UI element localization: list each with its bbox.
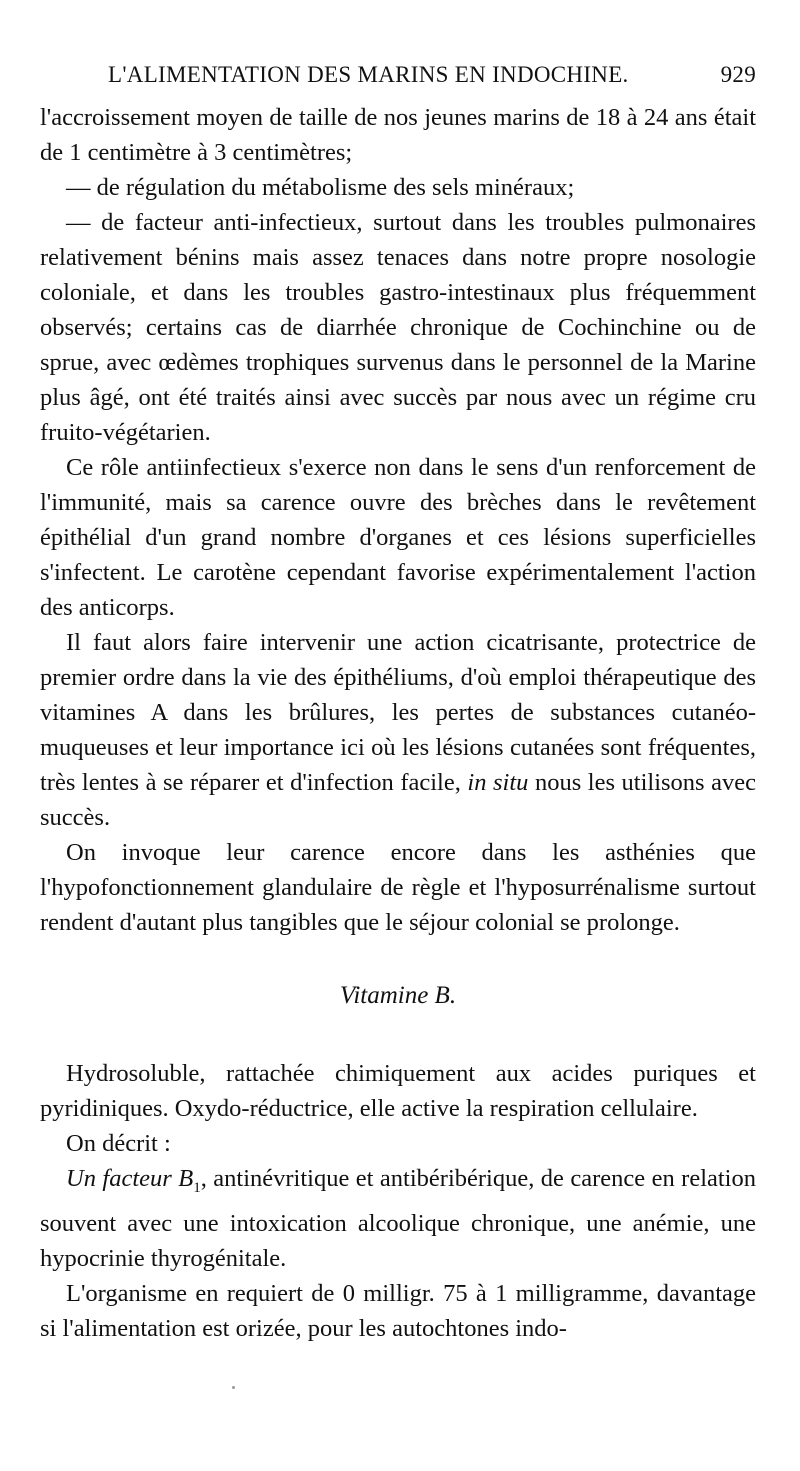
paragraph-10: L'organisme en requiert de 0 milligr. 75 à 1 milligramme, davantage si l'alimentation est orizée, pour les autochtones indo- [40,1279,756,1342]
paragraph-5 [40,625,756,835]
paragraph-4: Ce rôle antiinfectieux s'exerce non dans le sens d'un renforcement de l'immunité, mais sa carence ouvre des brèches dans le revêtement épithélial d'un grand nombre d'organes et ces lésions superficielles s'infectent. Le carotène cependant favorise expérimentalement l'action des anticorps. [40,454,756,621]
paragraph-7: Hydrosoluble, rattachée chimiquement aux acides puriques et pyridiniques. Oxydo-réductrice, elle active la respiration cellulaire. [40,1060,756,1122]
paragraph-3: — de facteur anti-infectieux, surtout dans les troubles pulmonaires relativement bénins mais assez tenaces dans notre propre nosologie coloniale, et dans les troubles gastro-intestinaux plus fréquemment observés; certains cas de diarrhée chronique de Cochinchine ou de sprue, avec œdèmes trophiques survenus dans le personnel de la Marine plus âgé, ont été traités ainsi avec succès par nous avec un régime cru fruito-végétarien. [40,209,756,446]
paragraph-9-subscript: 1 [193,1179,201,1196]
print-speck [232,1386,235,1389]
paragraph-9-italic: Un facteur B [66,1165,194,1192]
paragraph-1: l'accroissement moyen de taille de nos jeunes marins de 18 à 24 ans était de 1 centimètre à 3 centimètres; [40,104,756,166]
running-title: L'ALIMENTATION DES MARINS EN INDOCHINE. [108,62,629,87]
paragraph-6: On invoque leur carence encore dans les asthénies que l'hypofonctionnement glandulaire de règle et l'hyposurrénalisme surtout rendent d'autant plus tangibles que le séjour colonial se prolonge. [40,839,756,936]
paragraph-9 [40,1161,756,1276]
paragraph-5-text-a: Il faut alors faire intervenir une action cicatrisante, protectrice de premier ordre dans la vie des épithéliums, d'où emploi thérapeutique des vitamines A dans les brûlures, les pertes de substances cutanéo-muqueuses et leur importance ici où les lésions cutanées sont fréquentes, très lentes à se réparer et d'infection facile, [40,629,756,796]
paragraph-8: On décrit : [66,1130,171,1157]
paragraph-5-italic: in situ [467,769,529,796]
running-head [40,62,756,88]
section-title: Vitamine B. [339,982,457,1009]
paragraph-5-text-b: nous les utilisons avec succès. [40,769,757,831]
page [40,62,756,1346]
paragraph-2: — de régulation du métabolisme des sels minéraux; [66,174,575,201]
page-number: 929 [720,62,756,87]
paragraph-9-text: , antinévritique et antibéribérique, de carence en relation souvent avec une intoxication alcoolique chronique, une anémie, une hypocrinie thyrogénitale. [40,1165,756,1272]
